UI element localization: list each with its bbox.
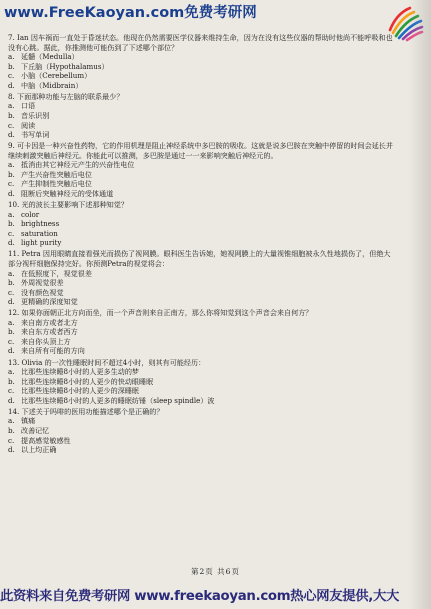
option-letter: b. xyxy=(8,327,15,337)
option-letter: d. xyxy=(8,297,15,307)
option-letter: c. xyxy=(8,71,15,81)
option-letter: c. xyxy=(8,120,15,130)
option-text: brightness xyxy=(21,219,60,229)
option-letter: c. xyxy=(8,287,15,297)
answer-option xyxy=(8,445,396,455)
answer-option xyxy=(8,337,396,347)
option-letter: d. xyxy=(8,188,15,198)
answer-option xyxy=(8,278,396,288)
option-text: 下丘脑（Hypothalamus） xyxy=(21,61,109,71)
question-stem: 13. Olivia 的一次性睡眠时间不超过4小时，则其有可能经历： xyxy=(8,357,206,367)
option-text: 产生抑制性突触后电位 xyxy=(21,179,92,189)
option-text: 更精确的深度知觉 xyxy=(21,297,78,307)
option-letter: a. xyxy=(8,268,15,278)
page-number: 第2页 共6页 xyxy=(191,567,240,576)
answer-option xyxy=(8,62,396,72)
question-block xyxy=(8,249,396,306)
question-stem: 9. 可卡因是一种兴奋性药物，它的作用机理是阻止神经系统中多巴胺的吸收。这就是说多巴胺在突触中停留的时间会延长并继续刺激突触后神经元。你能此可以推测，多巴胺是通过一一来影响突触后神经元的。 xyxy=(8,141,393,160)
question-block xyxy=(8,407,396,455)
option-text: 来自东方或者西方 xyxy=(21,327,78,337)
question-stem: 10. 光的波长主要影响下述那种知觉？ xyxy=(8,200,128,210)
option-letter: a. xyxy=(8,367,15,377)
option-letter: b. xyxy=(8,376,15,386)
scan-edge-shadow xyxy=(409,0,431,609)
answer-option xyxy=(8,269,396,279)
answer-option xyxy=(8,238,396,248)
option-text: 改善记忆 xyxy=(21,426,50,436)
answer-option xyxy=(8,121,396,131)
option-letter: c. xyxy=(8,228,15,238)
option-text: 书写单词 xyxy=(21,130,50,140)
answer-option xyxy=(8,170,396,180)
option-text: 来自南方或者北方 xyxy=(21,317,78,327)
answer-option xyxy=(8,111,396,121)
answer-option xyxy=(8,346,396,356)
option-letter: c. xyxy=(8,336,15,346)
answer-option xyxy=(8,219,396,229)
option-letter: c. xyxy=(8,435,15,445)
option-letter: b. xyxy=(8,110,15,120)
option-text: saturation xyxy=(21,228,58,238)
answer-option xyxy=(8,179,396,189)
option-letter: b. xyxy=(8,219,15,229)
option-letter: a. xyxy=(8,52,15,62)
question-block xyxy=(8,33,396,90)
answer-option xyxy=(8,327,396,337)
question-block xyxy=(8,358,396,406)
option-text: 延髓（Medulla） xyxy=(21,52,79,62)
option-text: 镇痛 xyxy=(21,416,36,426)
answer-option xyxy=(8,101,396,111)
option-letter: a. xyxy=(8,101,15,111)
answer-option xyxy=(8,71,396,81)
option-text: 没有颜色视觉 xyxy=(21,287,64,297)
option-text: color xyxy=(21,209,40,219)
option-letter: a. xyxy=(8,209,15,219)
option-text: 口语 xyxy=(21,101,36,111)
option-letter: d. xyxy=(8,346,15,356)
answer-option xyxy=(8,367,396,377)
option-text: light purity xyxy=(21,238,62,248)
question-block xyxy=(8,92,396,140)
option-letter: d. xyxy=(8,395,15,405)
answer-option xyxy=(8,436,396,446)
option-letter: c. xyxy=(8,179,15,189)
question-list xyxy=(8,33,396,456)
option-text: 小脑（Cerebellum） xyxy=(21,71,92,81)
option-text: 比那些连续睡8小时的人更多生动的梦 xyxy=(21,367,140,377)
option-letter: d. xyxy=(8,80,15,90)
option-letter: d. xyxy=(8,238,15,248)
answer-option xyxy=(8,318,396,328)
answer-option xyxy=(8,416,396,426)
option-text: 在低照度下，视觉很差 xyxy=(21,268,92,278)
option-text: 来自所有可能的方向 xyxy=(21,346,85,356)
option-text: 以上均正确 xyxy=(21,445,57,455)
option-text: 来自你头顶上方 xyxy=(21,336,71,346)
answer-option xyxy=(8,229,396,239)
answer-option xyxy=(8,288,396,298)
answer-option xyxy=(8,377,396,387)
option-text: 阅读 xyxy=(21,120,36,130)
answer-option xyxy=(8,81,396,91)
option-text: 音乐识别 xyxy=(21,110,50,120)
option-letter: d. xyxy=(8,130,15,140)
option-letter: a. xyxy=(8,317,15,327)
answer-option xyxy=(8,189,396,199)
answer-option xyxy=(8,426,396,436)
option-letter: a. xyxy=(8,416,15,426)
option-text: 阻断后突触神经元的受体通道 xyxy=(21,188,114,198)
question-block xyxy=(8,308,396,356)
answer-option xyxy=(8,210,396,220)
option-text: 中脑（Midbrain） xyxy=(21,80,83,90)
option-letter: b. xyxy=(8,169,15,179)
answer-option xyxy=(8,396,396,406)
option-letter: b. xyxy=(8,61,15,71)
option-letter: b. xyxy=(8,426,15,436)
question-stem: 14. 下述关于吗啡的医用功能描述哪个是正确的？ xyxy=(8,406,164,416)
option-letter: a. xyxy=(8,160,15,170)
option-text: 外周视觉很差 xyxy=(21,278,64,288)
option-letter: d. xyxy=(8,445,15,455)
option-letter: c. xyxy=(8,386,15,396)
question-block xyxy=(8,200,396,248)
option-text: 抵消由其它神经元产生的兴奋性电位 xyxy=(21,160,135,170)
question-stem: 12. 如果你面朝正北方向而坐，而一个声音则来自正南方，那么你将知觉到这个声音会来自何方？ xyxy=(8,308,313,318)
answer-option xyxy=(8,386,396,396)
top-watermark-banner[interactable]: www.FreeKaoyan.com免费考研网 xyxy=(4,5,257,21)
question-stem: 8. 下面那种功能与左脑的联系最少？ xyxy=(8,91,124,101)
option-text: 产生兴奋性突触后电位 xyxy=(21,169,92,179)
option-text: 比那些连续睡8小时的人更多的睡眠纺锤（sleep spindle）波 xyxy=(21,395,215,405)
bottom-watermark-banner[interactable]: 此资料来自免费考研网 www.freekaoyan.com热心网友提供,大大 xyxy=(0,589,400,604)
answer-option xyxy=(8,160,396,170)
answer-option xyxy=(8,130,396,140)
option-text: 比那些连续睡8小时的人更少的深睡眠 xyxy=(21,386,140,396)
option-text: 提高感觉敏感性 xyxy=(21,435,71,445)
question-stem: 11. Petra 因用眼睛直接看强光而损伤了视网膜。眼科医生告诉她，她视网膜上的大量视锥细胞被永久性地损伤了，但绝大部分视杆细胞保持完好。你预测Petra的视觉将会： xyxy=(8,249,391,268)
question-stem: 7. Ian 因车祸而一直处于昏迷状态。他现在仍然需要医学仪器来维持生命，因为在没有这些仪器的帮助时他尚不能呼吸和也没有心跳。据此，你推测他可能伤到了下述哪个部位？ xyxy=(8,33,393,52)
answer-option xyxy=(8,52,396,62)
option-text: 比那些连续睡8小时的人更少的快动眼睡眠 xyxy=(21,376,154,386)
answer-option xyxy=(8,297,396,307)
option-letter: b. xyxy=(8,278,15,288)
question-block xyxy=(8,141,396,198)
logo-stroke xyxy=(390,8,410,30)
